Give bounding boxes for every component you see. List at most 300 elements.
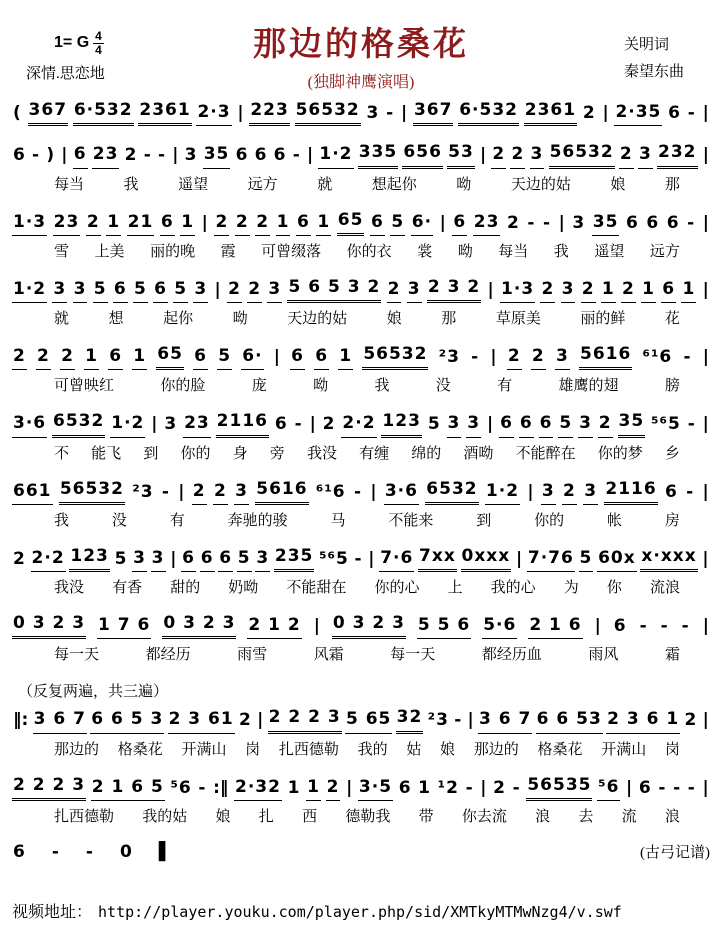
notation-line <box>12 842 710 865</box>
notation-token: 6 <box>235 145 249 166</box>
barline: | <box>702 414 709 435</box>
notation-token: 3 <box>267 279 282 303</box>
lyric-word: 每一天 <box>54 646 100 664</box>
notation-token: 656 <box>402 142 443 168</box>
lyric-word: 风霜 <box>313 646 344 664</box>
notation-token: 5 65 <box>345 709 392 733</box>
lyric-word: 能飞 <box>91 444 122 462</box>
notation-token: 6 <box>113 279 128 303</box>
lyric-word: 不 <box>54 444 70 462</box>
notation-token: 2 <box>86 212 101 236</box>
notation-token: - <box>687 212 696 233</box>
notation-token: 2 2 2 3 <box>268 707 342 733</box>
notation-token: - <box>198 777 207 798</box>
barline: | <box>527 481 534 502</box>
lyric-word: 上 <box>447 579 463 596</box>
notation-token: - <box>161 481 170 502</box>
lyric-word: 霜 <box>664 646 680 664</box>
lyric-word: 绵的 <box>411 444 442 462</box>
lyric-word: 雪 <box>54 242 70 260</box>
lyric-word: 你的 <box>534 511 565 529</box>
notation-line <box>12 100 710 126</box>
notation-token: 2116 <box>216 411 269 437</box>
barline: | <box>370 481 377 502</box>
notation-token: 2361 <box>138 100 191 126</box>
lyric-word: 浪 <box>664 807 680 825</box>
notation-line <box>12 411 710 437</box>
score-system <box>12 842 710 865</box>
lyric-word: 西 <box>302 807 318 825</box>
lyric-word: 姑 <box>406 740 422 758</box>
barline: | <box>490 347 497 367</box>
notation-token: 3 <box>151 548 166 572</box>
notation-token: 5616 <box>579 344 632 370</box>
barline: | <box>702 548 709 569</box>
notation-token: 2 <box>507 346 522 370</box>
notation-token: 5 <box>217 346 232 370</box>
notation-token: 5 <box>173 279 188 303</box>
lyric-word: 房 <box>664 511 680 529</box>
notation-token: 6 <box>661 279 676 303</box>
notation-token: 5 <box>93 279 108 303</box>
notation-token: 1 <box>180 212 195 236</box>
lyric-word: 没 <box>111 511 127 529</box>
score-system <box>12 613 710 664</box>
lyrics-line <box>12 643 710 664</box>
notation-token: ⁵6 <box>597 777 620 801</box>
lyric-word: 为 <box>563 579 579 596</box>
notation-token: 21 <box>127 212 155 236</box>
notation-token: 1·3 <box>500 279 535 303</box>
notation-token: ²3 <box>438 347 460 367</box>
notation-token: 2 <box>213 481 228 505</box>
lyric-word: 旁 <box>269 444 285 462</box>
notation-token: x·xxx <box>640 546 697 572</box>
notation-token: 2 <box>598 413 613 437</box>
barline: | <box>487 279 494 300</box>
barline: | <box>237 103 244 123</box>
notation-token: 2·2 <box>341 413 376 437</box>
lyric-word: 都经历血 <box>481 646 542 664</box>
lyric-word: 可曾缀落 <box>261 242 322 260</box>
lyric-word: 扎西德勒 <box>278 740 339 758</box>
notation-token: - <box>386 103 395 123</box>
lyric-word: 霞 <box>220 242 236 260</box>
lyric-word: 你的 <box>180 444 211 462</box>
notation-token: 0 3 2 3 <box>162 613 236 639</box>
notation-token: 2 <box>12 346 27 370</box>
notation-line <box>12 775 710 801</box>
notation-token: ²3 <box>132 481 154 502</box>
lyric-word: 娘 <box>610 175 626 193</box>
notation-token: 1 <box>106 212 121 236</box>
lyric-word: 娘 <box>386 310 402 327</box>
notation-token: - <box>465 777 474 798</box>
notation-token: 3 <box>466 413 481 437</box>
notation-token: 2116 <box>604 479 657 505</box>
barline: | <box>594 616 601 636</box>
notation-token: 7xx <box>418 546 457 572</box>
notation-token: - <box>143 145 152 166</box>
notation-token: - <box>543 212 552 233</box>
notation-token: 6 <box>666 212 680 233</box>
notation-token: - <box>686 481 695 502</box>
notation-token: 1·2 <box>318 144 353 168</box>
notation-token: 2 <box>60 346 75 370</box>
lyric-word: 你的脸 <box>160 377 206 395</box>
lyric-word: 雄鹰的翅 <box>558 377 619 395</box>
lyric-word: 每当 <box>498 242 529 260</box>
notation-token: 6 <box>499 413 514 437</box>
notation-token: 35 <box>592 212 620 236</box>
barline: | <box>309 414 316 435</box>
notation-token: 3 6 7 <box>33 709 87 733</box>
notation-token: 3·6 <box>12 413 47 437</box>
video-address-label: 视频地址： <box>12 904 93 921</box>
lyric-word: 那 <box>441 310 457 327</box>
notation-token: 6 <box>665 481 678 502</box>
lyric-word: 不能甜在 <box>286 579 347 596</box>
notation-token: 6 <box>274 414 288 435</box>
notation-token: 661 <box>12 481 53 505</box>
notation-token: 3 <box>255 548 270 572</box>
score-system <box>12 479 710 530</box>
notation-token: 123 <box>69 546 110 572</box>
notation-token: 6 <box>296 212 311 236</box>
notation-token: 6 6 53 <box>536 709 603 733</box>
lyric-word: 我的 <box>357 740 388 758</box>
notation-token: 6 <box>398 777 412 798</box>
lyric-word: 去 <box>578 807 594 825</box>
notation-token: 232 <box>657 142 698 168</box>
notation-token: 2 1 6 5 <box>91 777 165 801</box>
notation-token: 235 <box>274 546 315 572</box>
lyric-word: 岗 <box>245 740 261 758</box>
notation-token: 2 <box>562 481 577 505</box>
barline: | <box>201 212 208 233</box>
lyric-word: 天边的姑 <box>510 175 571 193</box>
barline: | <box>702 481 709 502</box>
notation-token: 6 <box>646 212 660 233</box>
lyric-word: 远方 <box>649 242 680 260</box>
lyric-word: 庞 <box>251 377 267 395</box>
notation-token: 6 <box>13 841 26 862</box>
notation-token: 56532 <box>295 100 361 126</box>
notation-token: - <box>454 710 463 731</box>
notation-token: 7·6 <box>379 548 414 572</box>
notation-token: 1 <box>681 279 696 303</box>
notation-token: 3 <box>578 413 593 437</box>
lyric-word: 乡 <box>664 444 680 462</box>
notation-token: 6 <box>290 346 305 370</box>
notation-token: 1 <box>418 777 432 798</box>
lyric-word: 远方 <box>247 175 278 193</box>
notation-token: 2 <box>13 548 26 569</box>
notation-token: 2 3 6 1 <box>606 709 680 733</box>
notation-token: 2 <box>510 144 525 168</box>
score-system <box>12 210 710 261</box>
lyric-word: 那边的 <box>473 740 519 758</box>
notation-token: 1 <box>338 346 353 370</box>
notation-token: 6 <box>370 212 385 236</box>
lyric-word: 奔驰的骏 <box>227 511 288 529</box>
barline: | <box>61 145 68 166</box>
composer-credit: 秦望东曲 <box>623 64 684 80</box>
notation-token: ⁵6 <box>170 777 192 798</box>
time-signature-numerator: 4 <box>95 29 102 43</box>
barline: | <box>172 145 179 166</box>
notation-token: 223 <box>249 100 290 126</box>
notation-token: 35 <box>618 411 646 437</box>
lyric-word: 裳 <box>417 242 433 260</box>
notation-token: ⁵⁶5 <box>319 548 349 569</box>
notation-token: 6 <box>254 145 268 166</box>
lyric-word: 不能来 <box>388 511 434 529</box>
notation-line <box>12 142 710 168</box>
notation-token: 6·532 <box>458 100 519 126</box>
notation-token: 0 3 2 3 <box>12 613 86 639</box>
notation-token: 3 <box>572 212 586 233</box>
notation-token: 2 <box>621 279 636 303</box>
notation-token: 3 <box>561 279 576 303</box>
notation-token: 6·532 <box>73 100 134 126</box>
notation-token: 6 <box>160 212 175 236</box>
notation-token: 6532 <box>425 479 478 505</box>
barline: | <box>313 616 320 636</box>
notation-token: 6 <box>13 145 26 166</box>
notation-token: 5 <box>579 548 594 572</box>
notation-token: 5 <box>114 548 128 569</box>
notation-token: 2 <box>227 279 242 303</box>
barline: | <box>702 710 709 731</box>
lyric-word: 呦 <box>232 310 248 327</box>
notation-token: 3 <box>447 413 462 437</box>
notation-token: 23 <box>53 212 81 236</box>
notation-token: 6 <box>181 548 196 572</box>
notation-token: 2 <box>124 145 138 166</box>
notation-token: 1 <box>276 212 291 236</box>
notation-token: 56535 <box>526 775 592 801</box>
barline: | <box>515 548 523 569</box>
notation-token: 2 <box>581 279 596 303</box>
barline: | <box>346 777 353 798</box>
notation-token: 3 <box>132 548 147 572</box>
notation-token: 1·2 <box>12 279 47 303</box>
notation-token: 3 <box>164 414 178 435</box>
notation-token: 6 <box>452 212 467 236</box>
lyric-word: 我 <box>123 175 139 193</box>
notation-token: 7·76 <box>527 548 575 572</box>
notation-token: 2 3 61 <box>168 709 235 733</box>
notation-token: 3 <box>73 279 88 303</box>
lyric-word: 我 <box>553 242 569 260</box>
notation-token: 6532 <box>52 411 105 437</box>
lyric-word: 起你 <box>163 310 194 327</box>
lyrics-line <box>12 738 710 759</box>
notation-token: 5 <box>558 413 573 437</box>
barline: ▌ <box>158 841 172 862</box>
lyric-word: 草原美 <box>495 310 541 327</box>
barline: | <box>702 145 709 166</box>
lyric-word: 没 <box>435 377 451 395</box>
notation-token: 3 <box>407 279 422 303</box>
lyric-word: 奶呦 <box>228 579 259 596</box>
lyric-word: 雨风 <box>588 646 619 664</box>
time-signature-denominator: 4 <box>95 42 102 57</box>
notation-token: 23 <box>183 413 211 437</box>
barline: | <box>273 347 280 367</box>
notation-token: 2 <box>619 144 634 168</box>
barline: | <box>702 347 709 367</box>
lyrics-line <box>12 576 710 597</box>
notation-token: 2 3 2 <box>427 277 481 303</box>
notation-token: 1 7 6 <box>97 615 151 639</box>
notation-token: 2 <box>322 414 336 435</box>
notation-token: 2 <box>684 710 698 731</box>
notation-token: 2 1 2 <box>247 615 301 639</box>
lyric-word: 开满山 <box>601 740 647 758</box>
barline: | <box>702 212 709 233</box>
notation-token: 1 <box>601 279 616 303</box>
notation-token: - <box>687 777 696 798</box>
lyric-word: 浪 <box>535 807 551 825</box>
notation-token: 3·6 <box>384 481 419 505</box>
lyrics-line <box>12 307 710 328</box>
notation-token: 6 <box>314 346 329 370</box>
lyric-word: 那 <box>664 175 680 193</box>
lyric-word: 遥望 <box>594 242 625 260</box>
notation-token: ¹2 <box>437 777 459 798</box>
notation-system-note: (古弓记谱) <box>640 845 710 861</box>
lyric-word: 格桑花 <box>537 740 583 758</box>
lyrics-line <box>12 442 710 463</box>
notation-token: 2 2 2 3 <box>12 775 86 801</box>
notation-token: 60x <box>597 548 637 572</box>
barline: | <box>602 103 609 123</box>
notation-token: 2 <box>540 279 555 303</box>
notation-token: 2·2 <box>31 548 66 572</box>
lyric-word: 岗 <box>664 740 680 758</box>
lyric-word: 有 <box>169 511 185 529</box>
lyric-word: 丽的鲜 <box>580 310 626 327</box>
lyric-word: 扎 <box>258 807 274 825</box>
notation-token: 6 <box>638 777 652 798</box>
notation-token: 335 <box>358 142 399 168</box>
lyric-word: 丽的晚 <box>150 242 196 260</box>
lyric-word: 开满山 <box>181 740 227 758</box>
score-system <box>12 546 710 597</box>
notation-token: 6 <box>153 279 168 303</box>
notation-token: 2 <box>235 212 250 236</box>
notation-token: 1 <box>316 212 331 236</box>
barline: ‖: <box>13 710 29 731</box>
lyric-word: 流浪 <box>649 579 680 596</box>
lyric-word: 有香 <box>112 579 143 596</box>
lyric-word: 每当 <box>54 175 85 193</box>
lyric-word: 酒呦 <box>463 444 494 462</box>
notation-token: - <box>512 777 521 798</box>
notation-token: - <box>353 481 362 502</box>
performer-subtitle: (独脚神鹰演唱) <box>307 74 415 91</box>
notation-token: 2 <box>387 279 402 303</box>
barline: | <box>257 710 264 731</box>
lyric-word: 我没 <box>306 444 337 462</box>
lyric-word: 天边的姑 <box>287 310 348 327</box>
notation-token: 367 <box>413 100 454 126</box>
notation-token: 2 <box>192 481 207 505</box>
notation-token: 2361 <box>524 100 577 126</box>
notation-token: 2 <box>491 144 506 168</box>
notation-token: 56532 <box>549 142 615 168</box>
notation-token: 1 <box>132 346 147 370</box>
lyric-word: 每一天 <box>390 646 436 664</box>
notation-token: 56532 <box>59 479 125 505</box>
key-signature <box>54 30 104 56</box>
barline: | <box>400 103 408 123</box>
notation-token: 3 <box>541 481 556 505</box>
lyric-word: 上美 <box>94 242 125 260</box>
notation-token: 3 <box>366 103 380 123</box>
barline: | <box>702 103 709 123</box>
credits <box>624 32 684 86</box>
notation-token: 6 <box>193 346 208 370</box>
notation-token: 3 <box>184 145 198 166</box>
notation-token: 123 <box>381 411 422 437</box>
barline: | <box>487 414 494 435</box>
lyric-word: 想起你 <box>371 175 417 193</box>
video-address <box>12 899 622 922</box>
notation-token: 0 3 2 3 <box>332 613 406 639</box>
notation-token: 3 <box>638 144 653 168</box>
lyric-word: 到 <box>476 511 492 529</box>
barline: | <box>558 212 565 233</box>
lyric-word: 身 <box>232 444 248 462</box>
notation-token: 1 <box>287 777 301 798</box>
notation-token: 2 <box>214 212 229 236</box>
lyric-word: 想 <box>108 310 124 327</box>
notation-line <box>12 613 710 639</box>
barline: | <box>170 548 177 569</box>
barline: | <box>178 481 185 502</box>
notation-token: 6· <box>411 212 433 236</box>
notation-token: - <box>527 212 536 233</box>
notation-token: 6 <box>668 103 681 123</box>
notation-token: 2·32 <box>234 777 282 801</box>
notation-token: 6 <box>625 212 639 233</box>
lyric-word: 你的心 <box>374 579 420 596</box>
lyric-word: 都经历 <box>145 646 191 664</box>
song-title: 那边的格桑花 <box>253 25 469 62</box>
lyric-word: 呦 <box>313 377 329 395</box>
score-system <box>12 100 710 126</box>
notation-token: 6· <box>241 346 263 370</box>
score-system <box>12 707 710 758</box>
lyric-word: 马 <box>330 511 346 529</box>
notation-line <box>12 210 710 236</box>
lyric-word: 花 <box>664 310 680 327</box>
notation-token: 6 <box>519 413 534 437</box>
notation-token: 5 <box>427 414 441 435</box>
notation-token: ( <box>13 103 22 123</box>
lyric-word: 我的心 <box>490 579 536 596</box>
notation-token: ⁶¹6 <box>642 347 673 367</box>
notation-token: 3 <box>583 481 598 505</box>
lyric-word: 我 <box>374 377 390 395</box>
lyric-word: 你的梦 <box>597 444 643 462</box>
notation-token: 5616 <box>255 479 308 505</box>
notation-token: 3 <box>234 481 249 505</box>
score <box>12 100 710 865</box>
